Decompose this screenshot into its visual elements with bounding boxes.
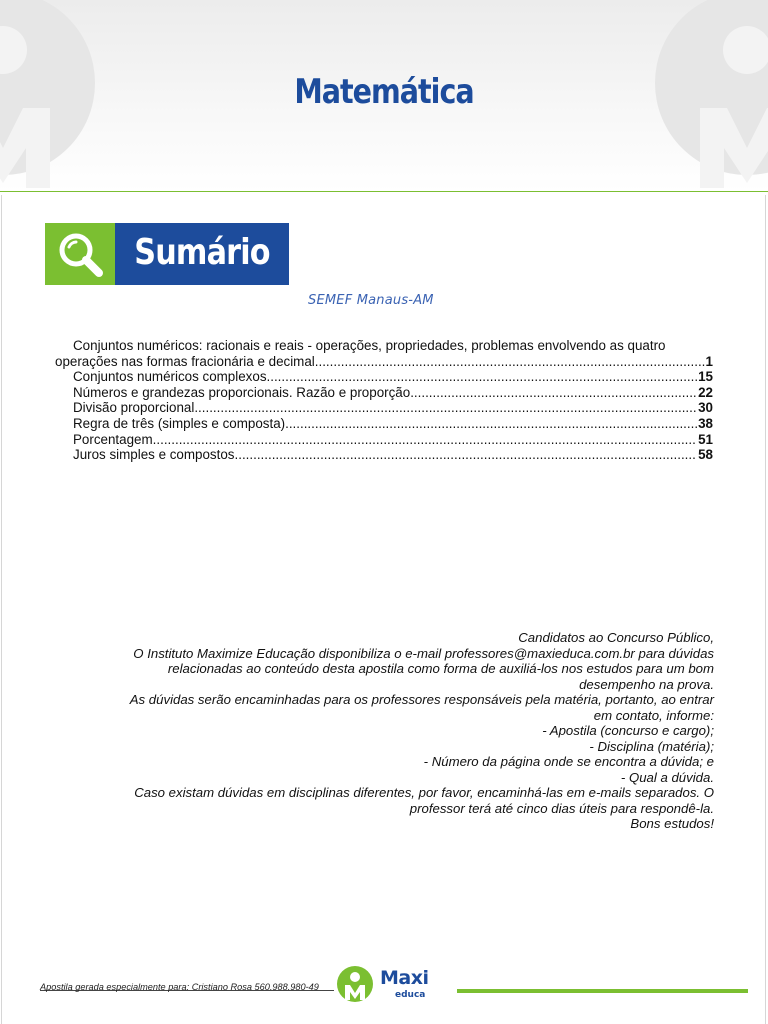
toc-entry[interactable] — [55, 369, 713, 385]
table-of-contents — [55, 338, 713, 463]
toc-entry-label: operações nas formas fracionária e decimal — [55, 353, 315, 369]
notice-line: O Instituto Maximize Educação disponibiliza o e-mail professores@maxieduca.com.br para dúvidas — [133, 645, 714, 661]
notice-line: relacionadas ao conteúdo desta apostila como forma de auxiliá-los nos estudos para um bom — [167, 661, 714, 676]
right-border — [765, 195, 766, 1024]
logo-wordmark: Maxi — [380, 967, 429, 989]
header-divider — [0, 191, 768, 192]
page-title: Matemática — [294, 72, 474, 112]
notice-line: em contato, informe: — [593, 707, 714, 723]
toc-entry[interactable] — [55, 400, 713, 416]
banner-title-box — [115, 223, 289, 285]
banner-icon-box — [45, 223, 115, 285]
notice-line: - Apostila (concurso e cargo); — [542, 723, 714, 738]
notice-line: professor terá até cinco dias úteis para respondê-la. — [409, 800, 714, 816]
toc-page-number: 38 — [698, 415, 713, 431]
summary-title: Sumário — [134, 232, 270, 273]
toc-entry-label: Divisão proporcional — [73, 400, 195, 416]
dot-leader — [267, 369, 698, 385]
notice-line: - Qual a dúvida. — [620, 769, 714, 785]
exam-subtitle: SEMEF Manaus-AM — [308, 293, 434, 308]
notice-line: - Disciplina (matéria); — [589, 738, 714, 754]
footer-attribution: Apostila gerada especialmente para: Cristiano Rosa 560.988.980-49 — [40, 982, 319, 992]
dot-leader — [285, 416, 697, 432]
notice-line: Bons estudos! — [630, 816, 714, 831]
notice-line: Candidatos ao Concurso Público, — [518, 630, 714, 645]
toc-entry[interactable] — [55, 354, 713, 370]
toc-page-number: 51 — [698, 431, 713, 447]
notice-line: - Número da página onde se encontra a dúvida; e — [423, 754, 714, 769]
toc-entry-label: Juros simples e compostos — [73, 447, 235, 463]
candidate-notice — [70, 630, 714, 832]
left-border — [1, 195, 2, 1024]
toc-entry[interactable] — [55, 447, 713, 463]
logo-subtext: educa — [395, 990, 426, 1000]
footer-divider-right — [457, 989, 748, 993]
toc-entry-label: Números e grandezas proporcionais. Razão e proporção — [73, 384, 411, 400]
maxi-logo-icon — [335, 964, 375, 1004]
toc-page-number: 30 — [698, 400, 713, 416]
dot-leader — [194, 400, 697, 416]
toc-entry-label: Conjuntos numéricos complexos — [73, 369, 267, 385]
summary-banner — [45, 223, 289, 285]
maxi-educa-logo — [335, 964, 445, 1004]
toc-entry[interactable] — [55, 385, 713, 401]
toc-entry-label: Porcentagem — [73, 431, 153, 447]
toc-page-number: 15 — [698, 369, 713, 385]
magnifier-icon — [45, 223, 115, 285]
dot-leader — [315, 354, 705, 370]
toc-entry-first-line: Conjuntos numéricos: racionais e reais - operações, propriedades, problemas envolvendo as quatro — [73, 338, 666, 353]
notice-line: Caso existam dúvidas em disciplinas diferentes, por favor, encaminhá-las em e-mails separados. O — [134, 785, 714, 800]
dot-leader — [153, 432, 697, 448]
toc-page-number: 58 — [698, 447, 713, 463]
page-header — [0, 0, 768, 192]
dot-leader — [235, 447, 698, 463]
toc-entry[interactable] — [55, 416, 713, 432]
toc-page-number: 1 — [705, 353, 713, 369]
toc-entry[interactable] — [55, 432, 713, 448]
dot-leader — [410, 385, 697, 401]
toc-page-number: 22 — [698, 384, 713, 400]
notice-line: desempenho na prova. — [579, 676, 714, 692]
notice-line: As dúvidas serão encaminhadas para os professores responsáveis pela matéria, portanto, ao entrar — [129, 692, 714, 707]
toc-entry-label: Regra de três (simples e composta) — [73, 415, 286, 431]
